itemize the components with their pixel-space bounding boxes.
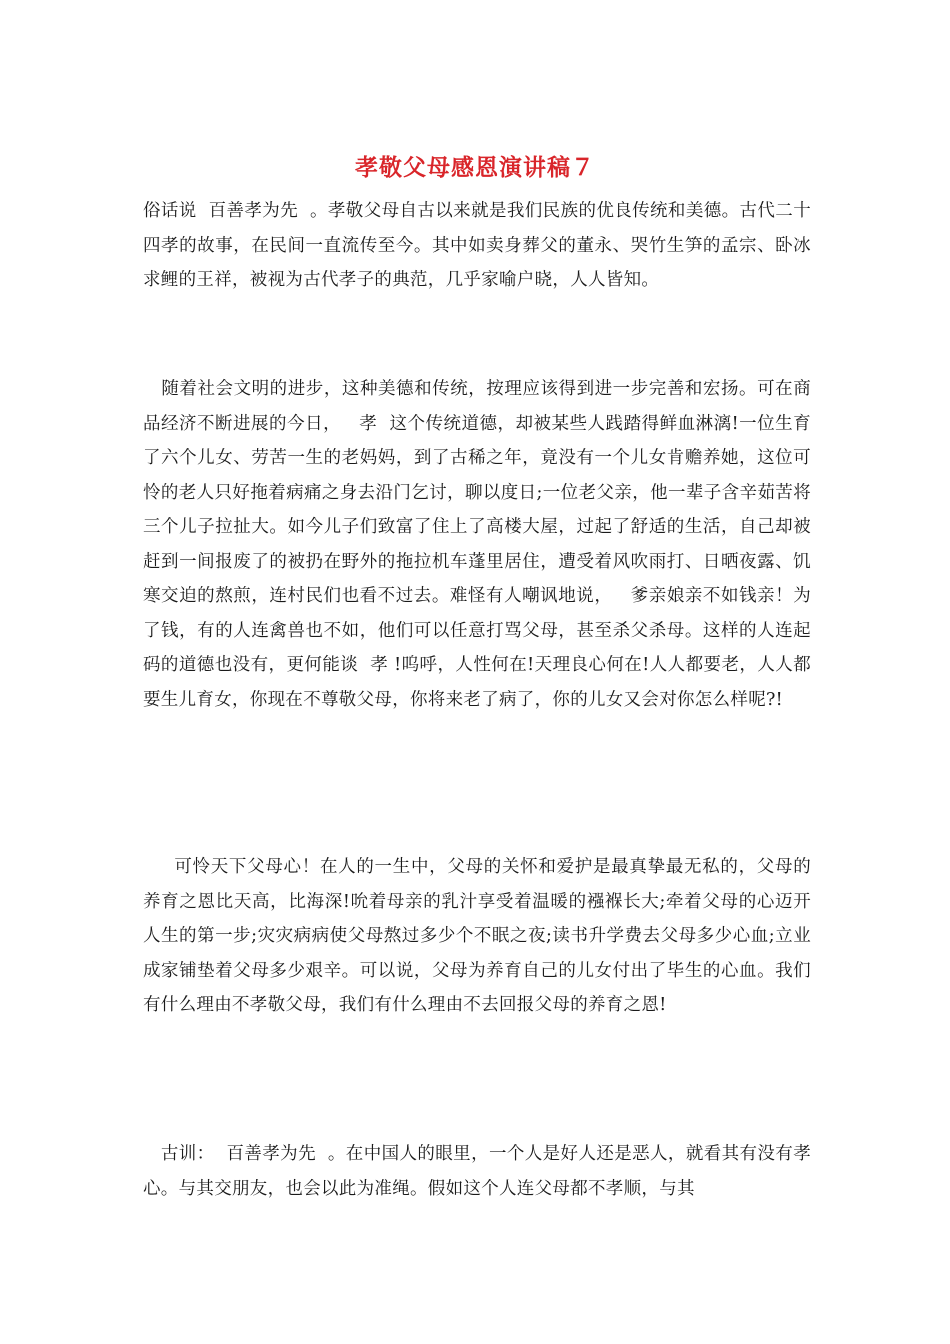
paragraph-2: 随着社会文明的进步，这种美德和传统，按理应该得到进一步完善和宏扬。可在商品经济不断进展的今日， 孝 这个传统道德，却被某些人践踏得鲜血淋漓!一位生育了六个儿女、劳苦一生的老妈妈，到了古稀之年，竟没有一个儿女肯赡养她，这位可怜的老人只好拖着病痛之身去沿门乞讨，聊以度日;一位老父亲，他一辈子含辛茹苦将三个儿子拉扯大。如今儿子们致富了住上了高楼大屋，过起了舒适的生活，自己却被赶到一间报废了的被扔在野外的拖拉机车蓬里居住，遭受着风吹雨打、日晒夜露、饥寒交迫的熬煎，连村民们也看不过去。难怪有人嘲讽地说， 爹亲娘亲不如钱亲！为了钱，有的人连禽兽也不如，他们可以任意打骂父母，甚至杀父杀母。这样的人连起码的道德也没有，更何能谈 孝 !呜呼，人性何在!天理良心何在!人人都要老，人人都要生儿育女，你现在不尊敬父母，你将来老了病了，你的儿女又会对你怎么样呢?! [143, 379, 812, 710]
paragraph-4: 古训： 百善孝为先 。在中国人的眼里，一个人是好人还是恶人，就看其有没有孝心。与其交朋友，也会以此为准绳。假如这个人连父母都不孝顺，与其 [143, 1144, 812, 1199]
document-title: 孝敬父母感恩演讲稿７ [355, 154, 595, 181]
paragraph-3: 可怜天下父母心！在人的一生中，父母的关怀和爱护是最真挚最无私的，父母的养育之恩比天高，比海深!吮着母亲的乳汁享受着温暖的襁褓长大;牵着父母的心迈开人生的第一步;灾灾病病使父母熬过多少个不眠之夜;读书升学费去父母多少心血;立业成家铺垫着父母多少艰辛。可以说，父母为养育自己的儿女付出了毕生的心血。我们有什么理由不孝敬父母，我们有什么理由不去回报父母的养育之恩! [143, 857, 811, 1015]
paragraph-1: 俗话说 百善孝为先 。孝敬父母自古以来就是我们民族的优良传统和美德。古代二十四孝的故事，在民间一直流传至今。其中如卖身葬父的董永、哭竹生笋的孟宗、卧冰求鲤的王祥，被视为古代孝子的典范，几乎家喻户晓，人人皆知。 [143, 201, 811, 290]
